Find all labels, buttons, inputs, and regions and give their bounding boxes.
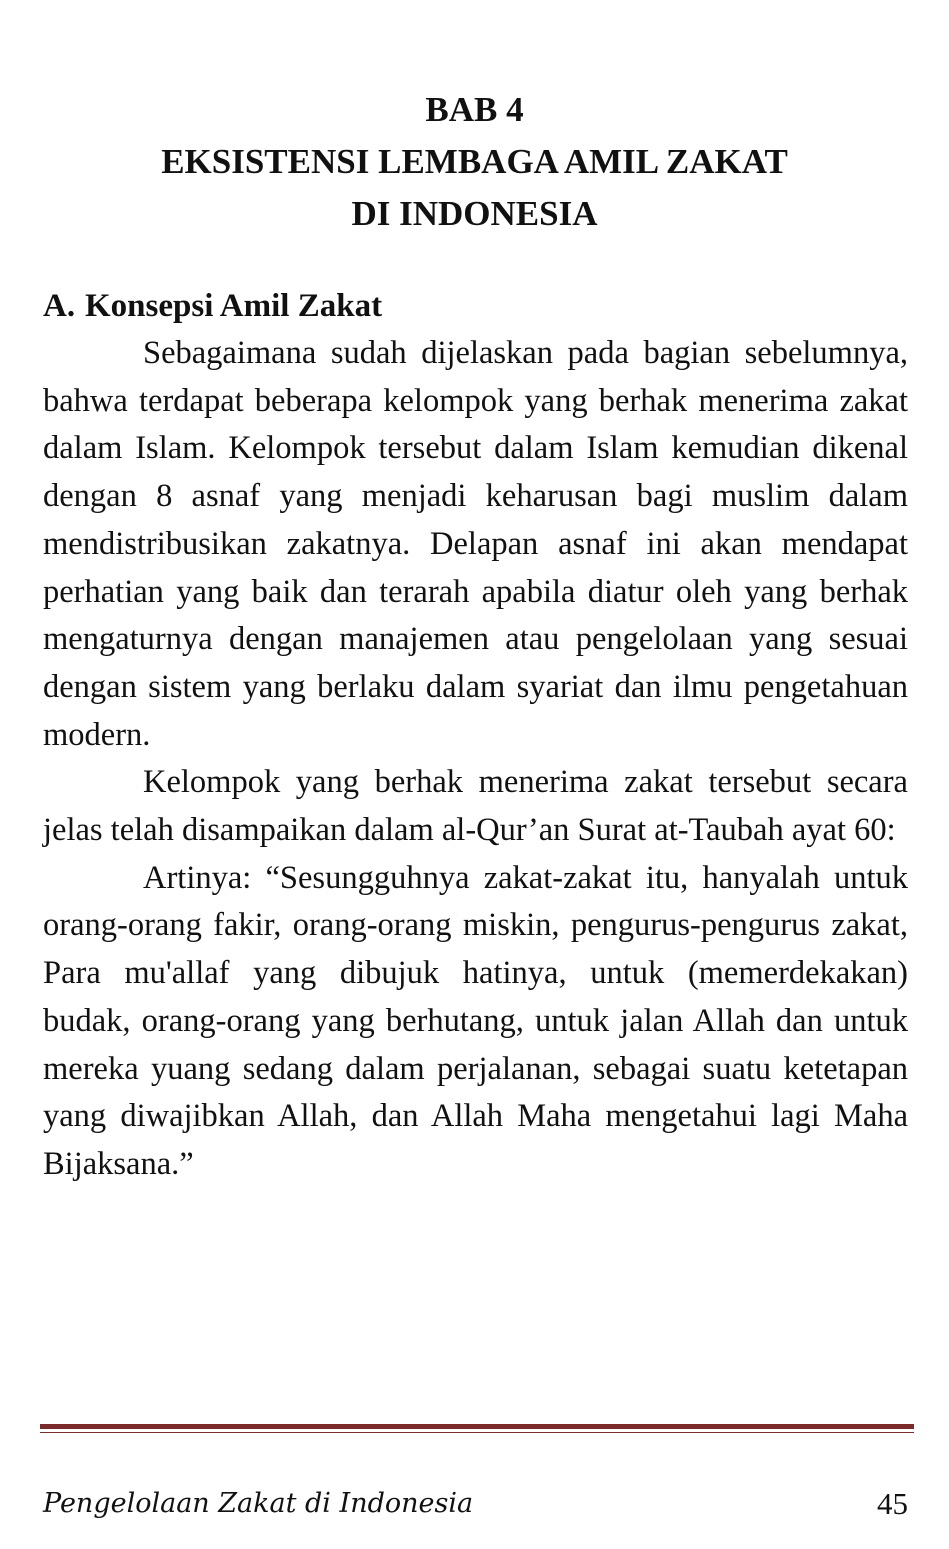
body-text xyxy=(43,330,908,1189)
chapter-title-line2: DI INDONESIA xyxy=(351,194,598,233)
chapter-title-line1: EKSISTENSI LEMBAGA AMIL ZAKAT xyxy=(161,142,788,181)
section-heading xyxy=(43,282,382,330)
footer-rule-thin xyxy=(40,1432,914,1433)
paragraph-3: Artinya: “Sesungguhnya zakat-zakat itu, hanyalah untuk orang-orang fakir, orang-orang miskin, pengurus-pengurus zakat, Para mu'allaf yang dibujuk hatinya, untuk (memerdekakan) budak, orang-orang yang berhutang, untuk jalan Allah dan untuk mereka yuang sedang dalam perjalanan, sebagai suatu ketetapan yang diwajibkan Allah, dan Allah Maha mengetahui lagi Maha Bijaksana.” xyxy=(43,859,908,1182)
section-title: Konsepsi Amil Zakat xyxy=(85,288,383,324)
paragraph-2: Kelompok yang berhak menerima zakat tersebut secara jelas telah disampaikan dalam al-Qur’an Surat at-Taubah ayat 60: xyxy=(43,764,908,849)
page-number: 45 xyxy=(877,1486,908,1521)
footer-rule-thick xyxy=(40,1424,914,1429)
chapter-number: BAB 4 xyxy=(425,90,524,129)
footer-book-title: Pengelolaan Zakat di Indonesia xyxy=(43,1488,474,1519)
chapter-heading xyxy=(0,84,949,240)
paragraph-1: Sebagaimana sudah dijelaskan pada bagian sebelumnya, bahwa terdapat beberapa kelompok yang berhak menerima zakat dalam Islam. Kelompok tersebut dalam Islam kemudian dikenal dengan 8 asnaf yang menjadi keharusan bagi muslim dalam mendistribusikan zakatnya. Delapan asnaf ini akan mendapat perhatian yang baik dan terarah apabila diatur oleh yang berhak mengaturnya dengan manajemen atau pengelolaan yang sesuai dengan sistem yang berlaku dalam syariat dan ilmu pengetahuan modern. xyxy=(43,335,908,753)
section-letter: A. xyxy=(43,288,76,324)
